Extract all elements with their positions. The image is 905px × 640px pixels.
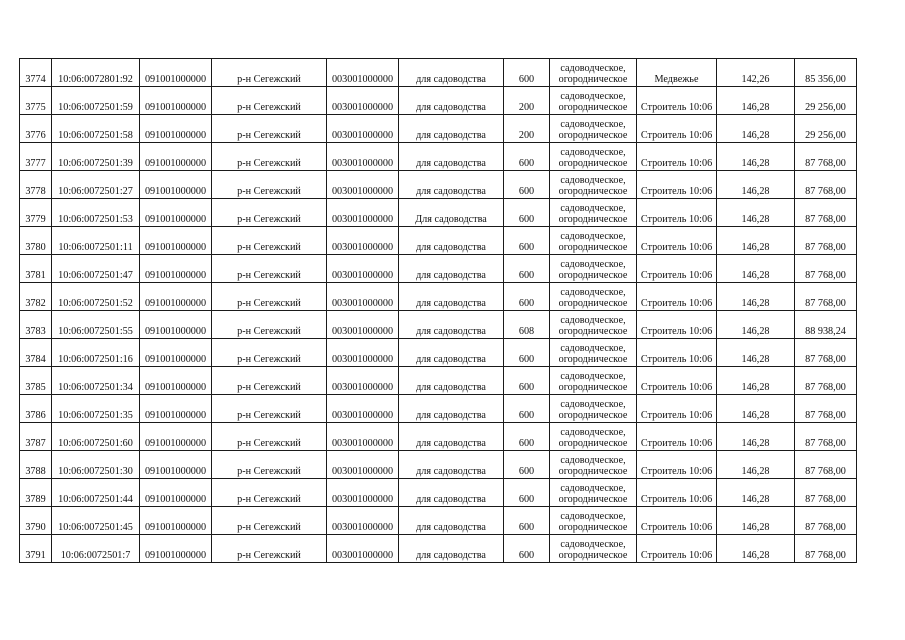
table-row bbox=[20, 227, 857, 255]
land-purpose-line-1: садоводческое, bbox=[560, 399, 626, 410]
area-cell: 600 bbox=[504, 283, 550, 311]
land-plot-table bbox=[19, 58, 857, 563]
permitted-use-cell: для садоводства bbox=[399, 451, 504, 479]
permitted-use-cell: Для садоводства bbox=[399, 199, 504, 227]
cadastral-number-cell: 10:06:0072501:44 bbox=[52, 479, 140, 507]
okato-code-cell: 091001000000 bbox=[140, 367, 212, 395]
specific-value-cell: 146,28 bbox=[717, 367, 795, 395]
land-purpose-line-2: огородническое bbox=[558, 74, 628, 85]
locality-cell: Строитель 10:06 bbox=[637, 255, 717, 283]
cadastral-number-cell: 10:06:0072501:53 bbox=[52, 199, 140, 227]
specific-value-cell: 146,28 bbox=[717, 311, 795, 339]
row-number-cell: 3791 bbox=[20, 535, 52, 563]
table-body bbox=[20, 59, 857, 563]
locality-cell: Медвежье bbox=[637, 59, 717, 87]
specific-value-cell: 146,28 bbox=[717, 479, 795, 507]
okato-code-cell: 091001000000 bbox=[140, 507, 212, 535]
land-purpose-line-1: садоводческое, bbox=[560, 231, 626, 242]
row-number-cell: 3777 bbox=[20, 143, 52, 171]
cadastral-number-cell: 10:06:0072501:7 bbox=[52, 535, 140, 563]
row-number-cell: 3776 bbox=[20, 115, 52, 143]
okato-code-cell: 091001000000 bbox=[140, 143, 212, 171]
specific-value-cell: 146,28 bbox=[717, 87, 795, 115]
cadastral-value-cell: 85 356,00 bbox=[795, 59, 857, 87]
area-cell: 600 bbox=[504, 507, 550, 535]
cadastral-number-cell: 10:06:0072501:52 bbox=[52, 283, 140, 311]
area-cell: 600 bbox=[504, 535, 550, 563]
district-cell: р-н Сегежский bbox=[212, 479, 327, 507]
district-cell: р-н Сегежский bbox=[212, 395, 327, 423]
table-row bbox=[20, 479, 857, 507]
locality-cell: Строитель 10:06 bbox=[637, 115, 717, 143]
row-number-cell: 3781 bbox=[20, 255, 52, 283]
area-cell: 600 bbox=[504, 339, 550, 367]
land-purpose-cell bbox=[550, 115, 637, 143]
row-number-cell: 3786 bbox=[20, 395, 52, 423]
land-purpose-cell bbox=[550, 227, 637, 255]
okato-code-cell: 091001000000 bbox=[140, 479, 212, 507]
land-purpose-line-2: огородническое bbox=[558, 158, 628, 169]
table-row bbox=[20, 87, 857, 115]
locality-cell: Строитель 10:06 bbox=[637, 367, 717, 395]
land-purpose-line-1: садоводческое, bbox=[560, 63, 626, 74]
specific-value-cell: 146,28 bbox=[717, 115, 795, 143]
area-cell: 608 bbox=[504, 311, 550, 339]
specific-value-cell: 146,28 bbox=[717, 507, 795, 535]
cadastral-value-cell: 87 768,00 bbox=[795, 255, 857, 283]
land-purpose-cell bbox=[550, 535, 637, 563]
land-purpose-line-2: огородническое bbox=[558, 522, 628, 533]
table-row bbox=[20, 59, 857, 87]
permitted-use-cell: для садоводства bbox=[399, 535, 504, 563]
specific-value-cell: 146,28 bbox=[717, 199, 795, 227]
permitted-use-cell: для садоводства bbox=[399, 479, 504, 507]
land-purpose-line-1: садоводческое, bbox=[560, 371, 626, 382]
district-cell: р-н Сегежский bbox=[212, 283, 327, 311]
area-cell: 600 bbox=[504, 423, 550, 451]
cadastral-value-cell: 87 768,00 bbox=[795, 451, 857, 479]
category-code-cell: 003001000000 bbox=[327, 395, 399, 423]
area-cell: 600 bbox=[504, 171, 550, 199]
locality-cell: Строитель 10:06 bbox=[637, 479, 717, 507]
district-cell: р-н Сегежский bbox=[212, 339, 327, 367]
specific-value-cell: 146,28 bbox=[717, 395, 795, 423]
cadastral-number-cell: 10:06:0072501:27 bbox=[52, 171, 140, 199]
land-purpose-line-2: огородническое bbox=[558, 438, 628, 449]
permitted-use-cell: для садоводства bbox=[399, 283, 504, 311]
area-cell: 600 bbox=[504, 143, 550, 171]
land-purpose-line-2: огородническое bbox=[558, 382, 628, 393]
area-cell: 200 bbox=[504, 115, 550, 143]
land-purpose-cell bbox=[550, 255, 637, 283]
category-code-cell: 003001000000 bbox=[327, 535, 399, 563]
cadastral-value-cell: 87 768,00 bbox=[795, 395, 857, 423]
specific-value-cell: 146,28 bbox=[717, 143, 795, 171]
category-code-cell: 003001000000 bbox=[327, 115, 399, 143]
okato-code-cell: 091001000000 bbox=[140, 115, 212, 143]
land-purpose-line-2: огородническое bbox=[558, 494, 628, 505]
specific-value-cell: 146,28 bbox=[717, 171, 795, 199]
district-cell: р-н Сегежский bbox=[212, 507, 327, 535]
land-purpose-line-1: садоводческое, bbox=[560, 483, 626, 494]
table-row bbox=[20, 507, 857, 535]
permitted-use-cell: для садоводства bbox=[399, 171, 504, 199]
area-cell: 600 bbox=[504, 227, 550, 255]
cadastral-value-cell: 87 768,00 bbox=[795, 199, 857, 227]
land-purpose-cell bbox=[550, 451, 637, 479]
okato-code-cell: 091001000000 bbox=[140, 255, 212, 283]
permitted-use-cell: для садоводства bbox=[399, 311, 504, 339]
permitted-use-cell: для садоводства bbox=[399, 339, 504, 367]
category-code-cell: 003001000000 bbox=[327, 283, 399, 311]
land-purpose-line-1: садоводческое, bbox=[560, 91, 626, 102]
land-purpose-cell bbox=[550, 199, 637, 227]
area-cell: 600 bbox=[504, 479, 550, 507]
category-code-cell: 003001000000 bbox=[327, 143, 399, 171]
land-purpose-cell bbox=[550, 143, 637, 171]
row-number-cell: 3780 bbox=[20, 227, 52, 255]
table-row bbox=[20, 339, 857, 367]
district-cell: р-н Сегежский bbox=[212, 199, 327, 227]
land-purpose-line-2: огородническое bbox=[558, 466, 628, 477]
specific-value-cell: 146,28 bbox=[717, 283, 795, 311]
land-purpose-cell bbox=[550, 283, 637, 311]
specific-value-cell: 146,28 bbox=[717, 451, 795, 479]
row-number-cell: 3787 bbox=[20, 423, 52, 451]
locality-cell: Строитель 10:06 bbox=[637, 171, 717, 199]
row-number-cell: 3775 bbox=[20, 87, 52, 115]
permitted-use-cell: для садоводства bbox=[399, 143, 504, 171]
cadastral-value-cell: 87 768,00 bbox=[795, 283, 857, 311]
land-purpose-line-1: садоводческое, bbox=[560, 511, 626, 522]
land-purpose-line-2: огородническое bbox=[558, 354, 628, 365]
table-row bbox=[20, 171, 857, 199]
category-code-cell: 003001000000 bbox=[327, 59, 399, 87]
category-code-cell: 003001000000 bbox=[327, 367, 399, 395]
land-purpose-line-2: огородническое bbox=[558, 102, 628, 113]
area-cell: 600 bbox=[504, 59, 550, 87]
cadastral-number-cell: 10:06:0072501:34 bbox=[52, 367, 140, 395]
category-code-cell: 003001000000 bbox=[327, 423, 399, 451]
table-row bbox=[20, 535, 857, 563]
row-number-cell: 3774 bbox=[20, 59, 52, 87]
row-number-cell: 3784 bbox=[20, 339, 52, 367]
locality-cell: Строитель 10:06 bbox=[637, 423, 717, 451]
locality-cell: Строитель 10:06 bbox=[637, 199, 717, 227]
permitted-use-cell: для садоводства bbox=[399, 115, 504, 143]
land-purpose-cell bbox=[550, 59, 637, 87]
cadastral-value-cell: 87 768,00 bbox=[795, 479, 857, 507]
land-purpose-line-1: садоводческое, bbox=[560, 455, 626, 466]
okato-code-cell: 091001000000 bbox=[140, 171, 212, 199]
cadastral-value-cell: 87 768,00 bbox=[795, 339, 857, 367]
cadastral-value-cell: 87 768,00 bbox=[795, 367, 857, 395]
cadastral-value-cell: 87 768,00 bbox=[795, 507, 857, 535]
land-purpose-line-1: садоводческое, bbox=[560, 315, 626, 326]
district-cell: р-н Сегежский bbox=[212, 171, 327, 199]
category-code-cell: 003001000000 bbox=[327, 199, 399, 227]
row-number-cell: 3788 bbox=[20, 451, 52, 479]
okato-code-cell: 091001000000 bbox=[140, 451, 212, 479]
land-purpose-line-2: огородническое bbox=[558, 130, 628, 141]
table-row bbox=[20, 451, 857, 479]
okato-code-cell: 091001000000 bbox=[140, 87, 212, 115]
land-purpose-line-1: садоводческое, bbox=[560, 539, 626, 550]
specific-value-cell: 146,28 bbox=[717, 255, 795, 283]
land-purpose-line-1: садоводческое, bbox=[560, 119, 626, 130]
category-code-cell: 003001000000 bbox=[327, 255, 399, 283]
land-purpose-line-2: огородническое bbox=[558, 186, 628, 197]
land-purpose-line-2: огородническое bbox=[558, 270, 628, 281]
permitted-use-cell: для садоводства bbox=[399, 367, 504, 395]
cadastral-value-cell: 87 768,00 bbox=[795, 423, 857, 451]
row-number-cell: 3783 bbox=[20, 311, 52, 339]
locality-cell: Строитель 10:06 bbox=[637, 87, 717, 115]
district-cell: р-н Сегежский bbox=[212, 143, 327, 171]
permitted-use-cell: для садоводства bbox=[399, 255, 504, 283]
row-number-cell: 3789 bbox=[20, 479, 52, 507]
land-purpose-cell bbox=[550, 171, 637, 199]
district-cell: р-н Сегежский bbox=[212, 367, 327, 395]
okato-code-cell: 091001000000 bbox=[140, 199, 212, 227]
okato-code-cell: 091001000000 bbox=[140, 59, 212, 87]
category-code-cell: 003001000000 bbox=[327, 479, 399, 507]
area-cell: 600 bbox=[504, 395, 550, 423]
land-purpose-line-1: садоводческое, bbox=[560, 287, 626, 298]
land-purpose-line-1: садоводческое, bbox=[560, 175, 626, 186]
district-cell: р-н Сегежский bbox=[212, 255, 327, 283]
table-row bbox=[20, 255, 857, 283]
cadastral-number-cell: 10:06:0072501:58 bbox=[52, 115, 140, 143]
district-cell: р-н Сегежский bbox=[212, 59, 327, 87]
land-purpose-line-1: садоводческое, bbox=[560, 259, 626, 270]
cadastral-value-cell: 29 256,00 bbox=[795, 87, 857, 115]
category-code-cell: 003001000000 bbox=[327, 171, 399, 199]
table-row bbox=[20, 115, 857, 143]
category-code-cell: 003001000000 bbox=[327, 451, 399, 479]
table-row bbox=[20, 199, 857, 227]
land-purpose-line-2: огородническое bbox=[558, 410, 628, 421]
locality-cell: Строитель 10:06 bbox=[637, 283, 717, 311]
permitted-use-cell: для садоводства bbox=[399, 395, 504, 423]
cadastral-number-cell: 10:06:0072501:35 bbox=[52, 395, 140, 423]
locality-cell: Строитель 10:06 bbox=[637, 227, 717, 255]
permitted-use-cell: для садоводства bbox=[399, 227, 504, 255]
category-code-cell: 003001000000 bbox=[327, 339, 399, 367]
area-cell: 600 bbox=[504, 367, 550, 395]
district-cell: р-н Сегежский bbox=[212, 535, 327, 563]
area-cell: 600 bbox=[504, 451, 550, 479]
district-cell: р-н Сегежский bbox=[212, 423, 327, 451]
okato-code-cell: 091001000000 bbox=[140, 311, 212, 339]
permitted-use-cell: для садоводства bbox=[399, 507, 504, 535]
category-code-cell: 003001000000 bbox=[327, 87, 399, 115]
table-row bbox=[20, 367, 857, 395]
cadastral-number-cell: 10:06:0072501:16 bbox=[52, 339, 140, 367]
district-cell: р-н Сегежский bbox=[212, 115, 327, 143]
category-code-cell: 003001000000 bbox=[327, 311, 399, 339]
okato-code-cell: 091001000000 bbox=[140, 395, 212, 423]
land-purpose-line-1: садоводческое, bbox=[560, 427, 626, 438]
table-row bbox=[20, 423, 857, 451]
district-cell: р-н Сегежский bbox=[212, 311, 327, 339]
cadastral-value-cell: 29 256,00 bbox=[795, 115, 857, 143]
row-number-cell: 3785 bbox=[20, 367, 52, 395]
cadastral-number-cell: 10:06:0072501:47 bbox=[52, 255, 140, 283]
land-purpose-line-2: огородническое bbox=[558, 298, 628, 309]
locality-cell: Строитель 10:06 bbox=[637, 339, 717, 367]
locality-cell: Строитель 10:06 bbox=[637, 143, 717, 171]
cadastral-number-cell: 10:06:0072501:11 bbox=[52, 227, 140, 255]
area-cell: 600 bbox=[504, 199, 550, 227]
table-row bbox=[20, 283, 857, 311]
cadastral-value-cell: 87 768,00 bbox=[795, 143, 857, 171]
land-purpose-cell bbox=[550, 423, 637, 451]
cadastral-number-cell: 10:06:0072501:45 bbox=[52, 507, 140, 535]
land-purpose-line-2: огородническое bbox=[558, 550, 628, 561]
permitted-use-cell: для садоводства bbox=[399, 59, 504, 87]
land-purpose-line-2: огородническое bbox=[558, 214, 628, 225]
district-cell: р-н Сегежский bbox=[212, 87, 327, 115]
permitted-use-cell: для садоводства bbox=[399, 423, 504, 451]
okato-code-cell: 091001000000 bbox=[140, 535, 212, 563]
cadastral-number-cell: 10:06:0072501:55 bbox=[52, 311, 140, 339]
cadastral-value-cell: 87 768,00 bbox=[795, 227, 857, 255]
cadastral-number-cell: 10:06:0072801:92 bbox=[52, 59, 140, 87]
locality-cell: Строитель 10:06 bbox=[637, 507, 717, 535]
cadastral-number-cell: 10:06:0072501:59 bbox=[52, 87, 140, 115]
land-purpose-line-2: огородническое bbox=[558, 242, 628, 253]
okato-code-cell: 091001000000 bbox=[140, 339, 212, 367]
land-purpose-line-1: садоводческое, bbox=[560, 147, 626, 158]
land-purpose-line-1: садоводческое, bbox=[560, 203, 626, 214]
land-purpose-cell bbox=[550, 339, 637, 367]
locality-cell: Строитель 10:06 bbox=[637, 395, 717, 423]
district-cell: р-н Сегежский bbox=[212, 227, 327, 255]
row-number-cell: 3782 bbox=[20, 283, 52, 311]
specific-value-cell: 146,28 bbox=[717, 339, 795, 367]
table-row bbox=[20, 395, 857, 423]
land-purpose-line-2: огородническое bbox=[558, 326, 628, 337]
specific-value-cell: 146,28 bbox=[717, 227, 795, 255]
land-purpose-cell bbox=[550, 87, 637, 115]
row-number-cell: 3778 bbox=[20, 171, 52, 199]
okato-code-cell: 091001000000 bbox=[140, 283, 212, 311]
specific-value-cell: 142,26 bbox=[717, 59, 795, 87]
table-row bbox=[20, 143, 857, 171]
district-cell: р-н Сегежский bbox=[212, 451, 327, 479]
row-number-cell: 3790 bbox=[20, 507, 52, 535]
land-purpose-line-1: садоводческое, bbox=[560, 343, 626, 354]
okato-code-cell: 091001000000 bbox=[140, 423, 212, 451]
category-code-cell: 003001000000 bbox=[327, 507, 399, 535]
specific-value-cell: 146,28 bbox=[717, 423, 795, 451]
area-cell: 200 bbox=[504, 87, 550, 115]
cadastral-number-cell: 10:06:0072501:30 bbox=[52, 451, 140, 479]
table-row bbox=[20, 311, 857, 339]
specific-value-cell: 146,28 bbox=[717, 535, 795, 563]
cadastral-value-cell: 87 768,00 bbox=[795, 171, 857, 199]
cadastral-number-cell: 10:06:0072501:39 bbox=[52, 143, 140, 171]
category-code-cell: 003001000000 bbox=[327, 227, 399, 255]
land-purpose-cell bbox=[550, 479, 637, 507]
cadastral-number-cell: 10:06:0072501:60 bbox=[52, 423, 140, 451]
land-purpose-cell bbox=[550, 395, 637, 423]
cadastral-value-cell: 87 768,00 bbox=[795, 535, 857, 563]
land-purpose-cell bbox=[550, 507, 637, 535]
land-purpose-cell bbox=[550, 367, 637, 395]
row-number-cell: 3779 bbox=[20, 199, 52, 227]
locality-cell: Строитель 10:06 bbox=[637, 535, 717, 563]
area-cell: 600 bbox=[504, 255, 550, 283]
locality-cell: Строитель 10:06 bbox=[637, 451, 717, 479]
locality-cell: Строитель 10:06 bbox=[637, 311, 717, 339]
permitted-use-cell: для садоводства bbox=[399, 87, 504, 115]
cadastral-value-cell: 88 938,24 bbox=[795, 311, 857, 339]
land-purpose-cell bbox=[550, 311, 637, 339]
okato-code-cell: 091001000000 bbox=[140, 227, 212, 255]
